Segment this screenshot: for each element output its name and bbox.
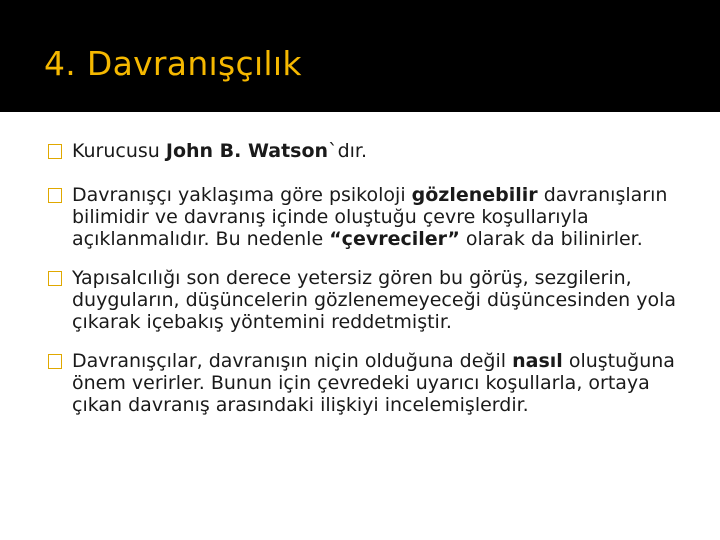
bullet-text-bold: “çevreciler” — [329, 228, 460, 250]
bullet-text-part: davranışların bilimidir ve davranış içinde oluştuğu çevre koşullarıyla açıklanmalıdır. Bu nedenle — [72, 184, 668, 250]
bullet-text — [72, 184, 698, 250]
square-bullet-icon — [48, 354, 62, 369]
bullet-item — [48, 350, 698, 416]
square-bullet-icon — [48, 188, 62, 203]
bullet-item — [48, 267, 698, 333]
bullet-text-part: Davranışçı yaklaşıma göre psikoloji — [72, 184, 412, 206]
bullet-text-part: Kurucusu — [72, 140, 166, 162]
square-bullet-icon — [48, 144, 62, 159]
bullet-text — [72, 267, 698, 333]
bullet-text — [72, 350, 698, 416]
bullet-text-bold: nasıl — [512, 350, 563, 372]
bullet-list — [48, 140, 698, 433]
slide-title: 4. Davranışçılık — [44, 44, 302, 83]
bullet-item — [48, 140, 698, 162]
bullet-text-part: `dır. — [328, 140, 368, 162]
title-bar — [0, 0, 720, 112]
bullet-text-bold: gözlenebilir — [411, 184, 538, 206]
bullet-text-bold: John B. Watson — [165, 140, 329, 162]
bullet-item — [48, 184, 698, 250]
bullet-text-part: oluştuğuna önem verirler. Bunun için çevredeki uyarıcı koşullarla, ortaya çıkan davranış arasındaki ilişkiyi incelemişlerdir. — [72, 350, 675, 416]
bullet-text — [72, 140, 698, 162]
bullet-text-part: Davranışçılar, davranışın niçin olduğuna değil — [72, 350, 513, 372]
bullet-text-part: olarak da bilinirler. — [459, 228, 643, 250]
bullet-text-part: Yapısalcılığı son derece yetersiz gören bu görüş, sezgilerin, duyguların, düşüncelerin gözlenemeyeceği düşüncesinden yola çıkarak içebakış yöntemini reddetmiştir. — [72, 267, 677, 333]
square-bullet-icon — [48, 271, 62, 286]
